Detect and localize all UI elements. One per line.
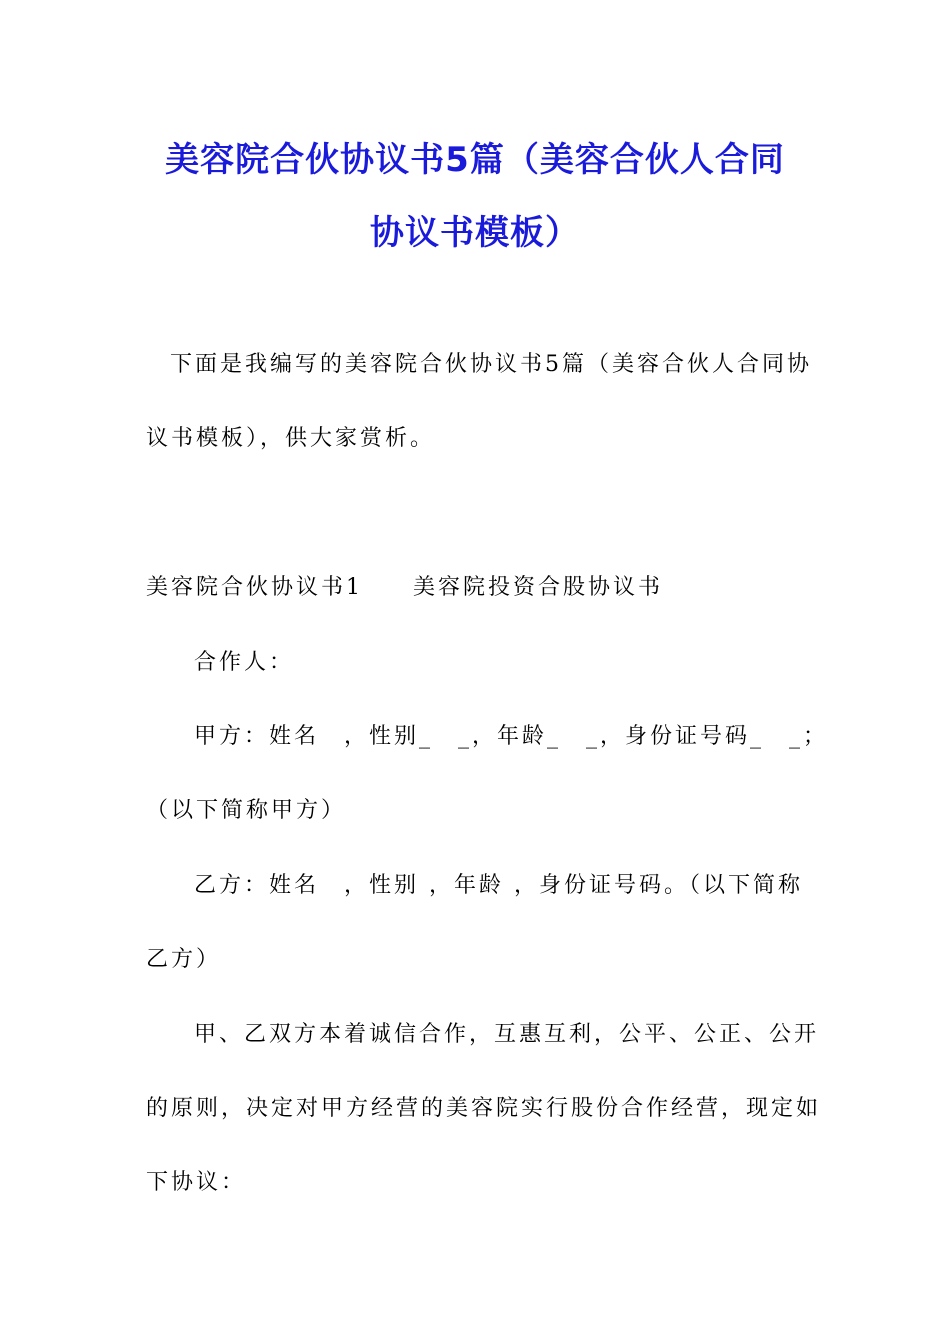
party-a-line-2: （以下简称甲方） [146, 798, 347, 823]
principle-line-3: 下协议： [146, 1170, 247, 1195]
party-a-line-1: 甲方：姓名 ，性别_ _，年龄_ _，身份证号码_ _； [194, 724, 829, 749]
intro-line-2: 议书模板），供大家赏析。 [146, 426, 436, 451]
party-b-line-2: 乙方） [146, 947, 222, 972]
principle-line-1: 甲、乙双方本着诚信合作，互惠互利，公平、公正、公开 [194, 1022, 820, 1047]
document-title-line-1: 美容院合伙协议书5篇（美容合伙人合同 [165, 140, 785, 180]
party-b-line-1: 乙方：姓名 ，性别 ，年龄 ，身份证号码。（以下简称 [194, 873, 803, 898]
intro-line-1: 下面是我编写的美容院合伙协议书5篇（美容合伙人合同协 [170, 352, 812, 377]
section-heading: 美容院合伙协议书1 美容院投资合股协议书 [146, 575, 663, 600]
partners-label: 合作人： [194, 650, 295, 675]
document-title-line-2: 协议书模板） [370, 213, 580, 253]
principle-line-2: 的原则，决定对甲方经营的美容院实行股份合作经营，现定如 [146, 1096, 822, 1121]
